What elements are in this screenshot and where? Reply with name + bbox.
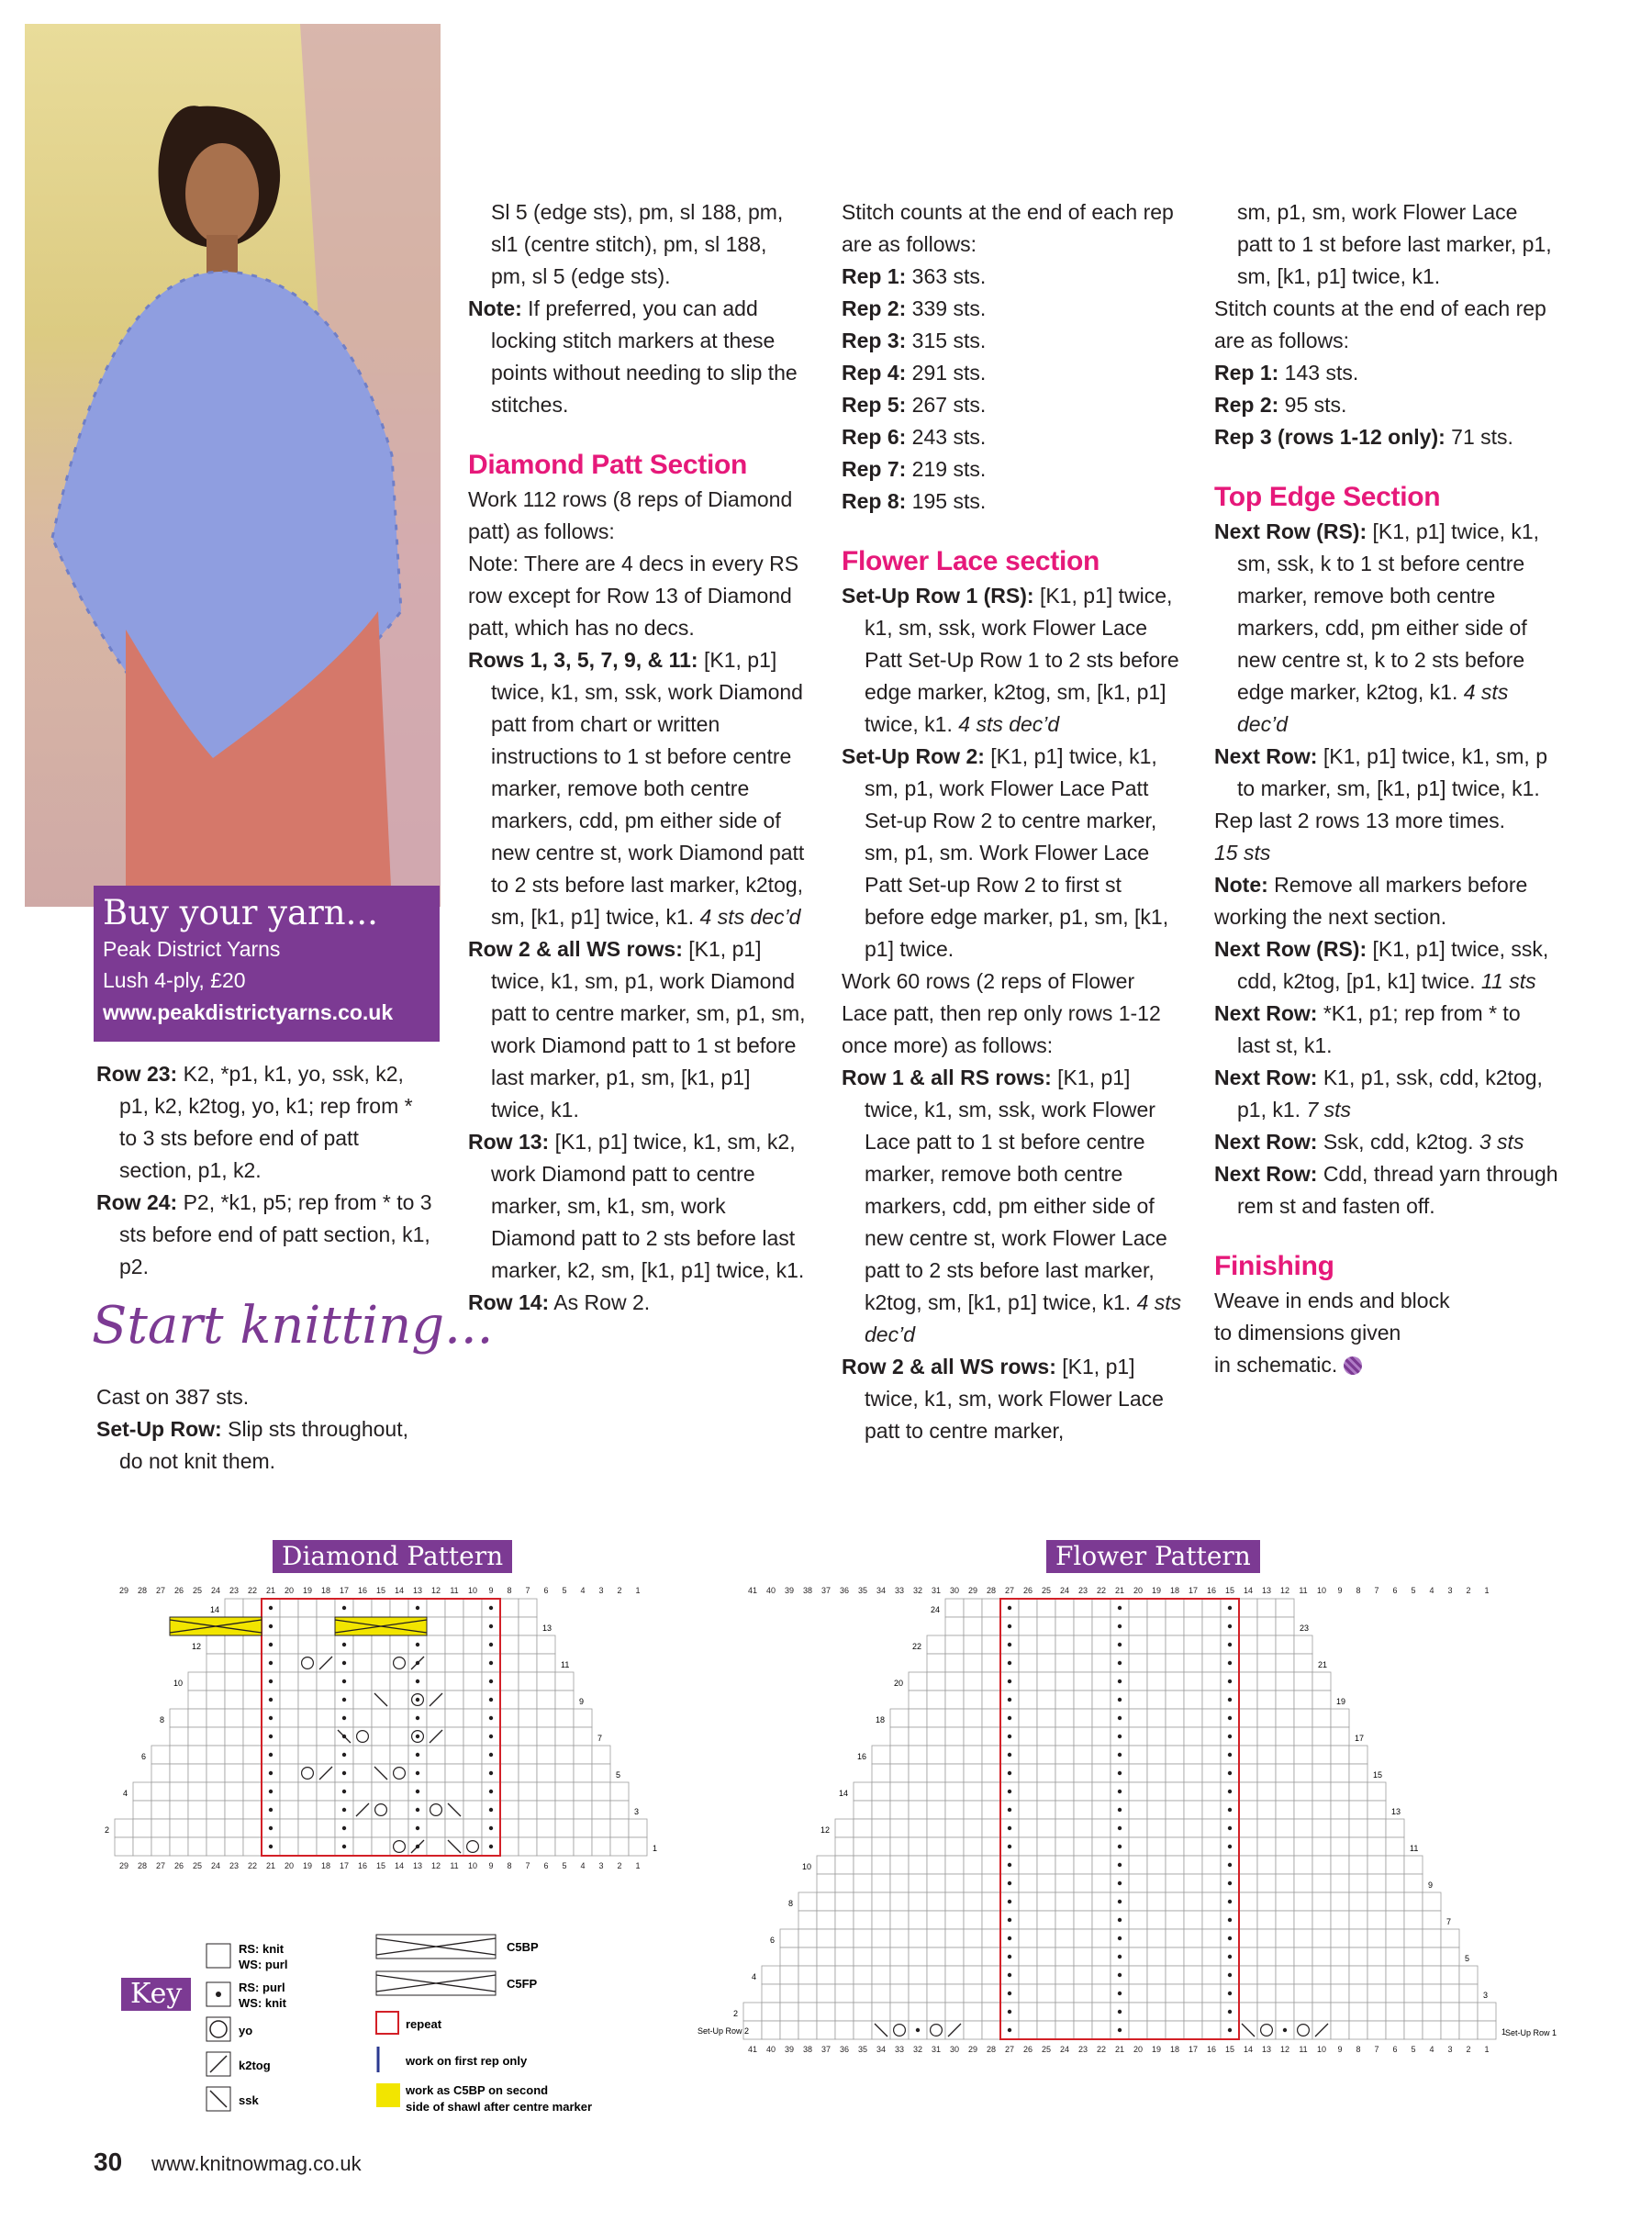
cast-on: Cast on 387 sts.	[96, 1385, 250, 1409]
yarn-ball-icon	[1344, 1356, 1362, 1375]
rep-last-count: 15 sts	[1214, 841, 1271, 865]
svg-text:21: 21	[1114, 1586, 1125, 1595]
buy-yarn-box	[94, 886, 440, 1042]
svg-text:4: 4	[580, 1861, 586, 1870]
svg-text:1: 1	[1501, 2027, 1507, 2037]
setup-row1-label: Set-Up Row 1	[1505, 2028, 1557, 2037]
svg-text:7: 7	[597, 1734, 603, 1743]
svg-text:9: 9	[488, 1861, 494, 1870]
key-purl-dot	[216, 1992, 221, 1997]
svg-text:26: 26	[173, 1861, 184, 1870]
svg-text:12: 12	[1279, 2045, 1290, 2054]
flower-section-heading: Flower Lace section	[842, 546, 1100, 576]
page-number: 30	[94, 2148, 123, 2176]
diamond-cable-1	[170, 1617, 262, 1635]
svg-text:27: 27	[155, 1586, 166, 1595]
svg-text:20: 20	[284, 1861, 295, 1870]
column-1-bottom	[96, 1381, 436, 1478]
rep-count-7: Rep 7: 219 sts.	[842, 457, 987, 481]
svg-text:1: 1	[1484, 1586, 1490, 1595]
finishing-heading: Finishing	[1214, 1251, 1334, 1281]
svg-text:33: 33	[894, 1586, 905, 1595]
svg-text:2: 2	[617, 1586, 622, 1595]
svg-text:18: 18	[875, 1715, 885, 1724]
svg-text:21: 21	[265, 1861, 276, 1870]
svg-text:23: 23	[1077, 2045, 1088, 2054]
svg-text:12: 12	[820, 1825, 830, 1835]
svg-text:21: 21	[1114, 2045, 1125, 2054]
svg-text:29: 29	[118, 1586, 129, 1595]
svg-text:17: 17	[1188, 2045, 1199, 2054]
svg-text:3: 3	[1447, 2045, 1453, 2054]
svg-text:27: 27	[155, 1861, 166, 1870]
svg-text:24: 24	[210, 1861, 221, 1870]
svg-text:20: 20	[1133, 2045, 1144, 2054]
svg-text:31: 31	[931, 2045, 942, 2054]
svg-text:12: 12	[430, 1586, 441, 1595]
svg-text:4: 4	[122, 1789, 128, 1798]
svg-text:24: 24	[930, 1605, 940, 1614]
svg-text:27: 27	[1004, 1586, 1015, 1595]
svg-text:2: 2	[1466, 1586, 1471, 1595]
svg-text:1: 1	[1484, 2045, 1490, 2054]
svg-text:14: 14	[838, 1789, 848, 1798]
svg-text:14: 14	[394, 1861, 405, 1870]
svg-text:16: 16	[1206, 2045, 1217, 2054]
svg-text:15: 15	[375, 1861, 386, 1870]
next-row-4: Next Row: *K1, p1; rep from * to last st, k1.	[1214, 1001, 1521, 1057]
svg-text:5: 5	[1411, 2045, 1416, 2054]
svg-text:23: 23	[1077, 1586, 1088, 1595]
flower-chart	[679, 1579, 1597, 2120]
svg-text:37: 37	[820, 2045, 832, 2054]
rows-odd-instruction: Rows 1, 3, 5, 7, 9, & 11: [K1, p1] twice, k1, sm, ssk, work Diamond patt from chart or written instructions to 1 st before centre marker, remove both centre markers, cdd, pm either side of new centre st, work Diamond patt to 2 sts before last marker, k2tog, sm, [k1, p1] twice, k1. 4 sts dec’d	[468, 648, 805, 929]
svg-text:2: 2	[617, 1861, 622, 1870]
svg-text:22: 22	[1096, 1586, 1107, 1595]
svg-text:31: 31	[931, 1586, 942, 1595]
svg-text:6: 6	[543, 1586, 549, 1595]
svg-text:18: 18	[320, 1861, 331, 1870]
model-illustration	[25, 24, 441, 907]
diamond-top-numbers	[119, 1586, 641, 1595]
footer-url[interactable]: www.knitnowmag.co.uk	[151, 2152, 362, 2175]
svg-text:8: 8	[507, 1586, 512, 1595]
diamond-section-heading: Diamond Patt Section	[468, 450, 748, 480]
svg-text:3: 3	[1483, 1991, 1489, 2000]
key-rs-purl: RS: purl	[239, 1981, 285, 1994]
svg-text:14: 14	[209, 1605, 219, 1614]
svg-text:6: 6	[1392, 1586, 1398, 1595]
yarn-supplier: Peak District Yarns	[103, 937, 281, 961]
svg-text:21: 21	[1318, 1660, 1328, 1669]
svg-text:26: 26	[1022, 1586, 1033, 1595]
svg-text:29: 29	[118, 1861, 129, 1870]
svg-text:28: 28	[137, 1586, 148, 1595]
svg-text:22: 22	[247, 1586, 258, 1595]
svg-text:4: 4	[1429, 1586, 1434, 1595]
svg-text:14: 14	[1243, 2045, 1254, 2054]
svg-text:16: 16	[357, 1861, 368, 1870]
svg-text:36: 36	[839, 1586, 850, 1595]
column-2	[468, 196, 808, 1319]
next-row-2: Next Row: [K1, p1] twice, k1, sm, p to marker, sm, [k1, p1] twice, k1.	[1214, 744, 1547, 800]
svg-text:14: 14	[1243, 1586, 1254, 1595]
row13-instruction: Row 13: [K1, p1] twice, k1, sm, k2, work Diamond patt to centre marker, sm, k1, sm, work Diamond patt to 2 sts before last marker, k2, sm, [k1, p1] twice, k1.	[468, 1130, 805, 1282]
svg-text:17: 17	[339, 1861, 350, 1870]
svg-text:15: 15	[1224, 1586, 1235, 1595]
key-knit-swatch	[206, 1944, 230, 1968]
key-yellow-2: side of shawl after centre marker	[406, 2100, 593, 2114]
ws-rows-instruction: Row 2 & all WS rows: [K1, p1] twice, k1, sm, work Flower Lace patt to centre marker,	[842, 1355, 1164, 1443]
setup-row: Set-Up Row: Slip sts throughout, do not knit them.	[96, 1417, 409, 1473]
yarn-url-link[interactable]: www.peakdistrictyarns.co.uk	[103, 1000, 394, 1024]
svg-text:24: 24	[210, 1586, 221, 1595]
svg-text:10: 10	[801, 1862, 811, 1871]
svg-text:18: 18	[320, 1586, 331, 1595]
next-row-5: Next Row: K1, p1, ssk, cdd, k2tog, p1, k1. 7 sts	[1214, 1066, 1543, 1122]
svg-text:37: 37	[820, 1586, 832, 1595]
svg-text:21: 21	[265, 1586, 276, 1595]
next-row-6: Next Row: Ssk, cdd, k2tog. 3 sts	[1214, 1130, 1524, 1154]
svg-text:12: 12	[191, 1642, 201, 1651]
top-edge-heading: Top Edge Section	[1214, 482, 1441, 512]
svg-text:40: 40	[765, 2045, 776, 2054]
key-rs-knit: RS: knit	[239, 1942, 285, 1956]
key-title: Key	[121, 1978, 191, 2011]
svg-text:9: 9	[1337, 1586, 1343, 1595]
svg-text:2: 2	[104, 1825, 109, 1835]
svg-text:6: 6	[1392, 2045, 1398, 2054]
svg-text:30: 30	[949, 1586, 960, 1595]
flower-rep-count-3: Rep 3 (rows 1-12 only): 71 sts.	[1214, 425, 1513, 449]
svg-text:3: 3	[598, 1861, 604, 1870]
svg-text:33: 33	[894, 2045, 905, 2054]
key-yellow-swatch	[376, 2083, 400, 2107]
flower-grid	[733, 1599, 1506, 2039]
svg-text:8: 8	[159, 1715, 164, 1724]
svg-text:6: 6	[543, 1861, 549, 1870]
key-c5fp: C5FP	[507, 1977, 538, 1991]
svg-text:8: 8	[507, 1861, 512, 1870]
buy-yarn-title: Buy your yarn...	[103, 893, 378, 932]
slip-instruction: Sl 5 (edge sts), pm, sl 188, pm, sl1 (centre stitch), pm, sl 188, pm, sl 5 (edge sts).	[491, 200, 784, 288]
rep-count-2: Rep 2: 339 sts.	[842, 296, 987, 320]
svg-text:4: 4	[751, 1972, 756, 1981]
svg-text:3: 3	[634, 1807, 640, 1816]
flower-bottom-numbers	[748, 2045, 1490, 2054]
key-ssk: ssk	[239, 2093, 259, 2107]
svg-text:41: 41	[747, 2045, 758, 2054]
flower-rep-count-2: Rep 2: 95 sts.	[1214, 393, 1347, 417]
diamond-bottom-numbers	[119, 1861, 641, 1870]
svg-text:28: 28	[986, 2045, 997, 2054]
svg-text:40: 40	[765, 1586, 776, 1595]
counts-intro: Stitch counts at the end of each rep are as follows:	[842, 200, 1174, 256]
svg-text:8: 8	[1356, 2045, 1361, 2054]
svg-text:11: 11	[450, 1861, 459, 1870]
flower-rep-count-1: Rep 1: 143 sts.	[1214, 361, 1359, 385]
work60-instruction: Work 60 rows (2 reps of Flower Lace patt, then rep only rows 1-12 once more) as follows:	[842, 969, 1161, 1057]
svg-text:5: 5	[562, 1586, 567, 1595]
svg-text:6: 6	[769, 1936, 775, 1945]
svg-text:35: 35	[857, 2045, 868, 2054]
setup-row2-label: Set-Up Row 2	[698, 2026, 750, 2036]
key-repeat: repeat	[406, 2017, 442, 2031]
finishing-line-2: to dimensions given	[1214, 1321, 1401, 1345]
svg-text:8: 8	[787, 1899, 793, 1908]
svg-text:11: 11	[450, 1586, 459, 1595]
svg-text:5: 5	[562, 1861, 567, 1870]
row24-instruction: Row 24: P2, *k1, p5; rep from * to 3 sts before end of patt section, k1, p2.	[96, 1190, 432, 1278]
rep-count-1: Rep 1: 363 sts.	[842, 264, 987, 288]
finishing-line-1: Weave in ends and block	[1214, 1289, 1450, 1312]
svg-text:41: 41	[747, 1586, 758, 1595]
svg-text:15: 15	[1373, 1770, 1383, 1780]
svg-text:7: 7	[525, 1861, 530, 1870]
row14-instruction: Row 14: As Row 2.	[468, 1290, 651, 1314]
svg-text:9: 9	[579, 1697, 585, 1706]
svg-text:1: 1	[635, 1586, 641, 1595]
finishing-line-3: in schematic.	[1214, 1349, 1558, 1381]
svg-text:25: 25	[192, 1586, 203, 1595]
svg-text:28: 28	[137, 1861, 148, 1870]
diamond-intro: Work 112 rows (8 reps of Diamond patt) as follows:	[468, 487, 793, 543]
svg-text:1: 1	[653, 1844, 658, 1853]
svg-text:3: 3	[1447, 1586, 1453, 1595]
svg-text:22: 22	[1096, 2045, 1107, 2054]
svg-text:38: 38	[802, 1586, 813, 1595]
note-remove-markers: Note: Remove all markers before working the next section.	[1214, 873, 1528, 929]
svg-text:20: 20	[893, 1679, 903, 1688]
rs-rows-instruction: Row 1 & all RS rows: [K1, p1] twice, k1, sm, ssk, work Flower Lace patt to 1 st before centre marker, remove both centre markers, cdd, pm either side of new centre st, work Flower Lace patt to 2 sts before last marker, k2tog, sm, [k1, p1] twice, k1. 4 sts dec’d	[842, 1066, 1182, 1346]
setup-row1-instruction: Set-Up Row 1 (RS): [K1, p1] twice, k1, sm, ssk, work Flower Lace Patt Set-Up Row 1 to 2 sts before edge marker, k2tog, sm, [k1, p1] twice, k1. 4 sts dec’d	[842, 584, 1179, 736]
diamond-grid	[105, 1599, 657, 1856]
svg-text:20: 20	[284, 1586, 295, 1595]
svg-text:11: 11	[1410, 1844, 1419, 1853]
svg-text:17: 17	[1355, 1734, 1365, 1743]
svg-text:13: 13	[412, 1861, 423, 1870]
svg-text:12: 12	[1279, 1586, 1290, 1595]
svg-text:27: 27	[1004, 2045, 1015, 2054]
svg-text:7: 7	[1446, 1917, 1452, 1926]
note-markers: Note: If preferred, you can add locking stitch markers at these points without needing to slip the stitches.	[468, 296, 798, 417]
svg-text:38: 38	[802, 2045, 813, 2054]
svg-text:26: 26	[173, 1586, 184, 1595]
svg-text:18: 18	[1169, 2045, 1180, 2054]
svg-text:35: 35	[857, 1586, 868, 1595]
rep-count-3: Rep 3: 315 sts.	[842, 329, 987, 352]
svg-text:19: 19	[1151, 2045, 1162, 2054]
svg-text:7: 7	[1374, 1586, 1379, 1595]
svg-text:7: 7	[1374, 2045, 1379, 2054]
next-row-7: Next Row: Cdd, thread yarn through rem st and fasten off.	[1214, 1162, 1558, 1218]
svg-text:3: 3	[598, 1586, 604, 1595]
rep-count-5: Rep 5: 267 sts.	[842, 393, 987, 417]
yarn-product: Lush 4-ply, £20	[103, 968, 246, 992]
ws-rows-continued: sm, p1, sm, work Flower Lace patt to 1 st before last marker, p1, sm, [k1, p1] twice, k1.	[1237, 200, 1552, 288]
svg-text:19: 19	[302, 1586, 313, 1595]
setup-row2-instruction: Set-Up Row 2: [K1, p1] twice, k1, sm, p1, work Flower Lace Patt Set-up Row 2 to centre marker, sm, p1, sm. Work Flower Lace Patt Set-up Row 2 to first st before edge marker, p1, sm, [k1, p1] twice.	[842, 744, 1169, 961]
svg-text:22: 22	[911, 1642, 921, 1651]
rep-count-8: Rep 8: 195 sts.	[842, 489, 987, 513]
row23-instruction: Row 23: K2, *p1, k1, yo, ssk, k2, p1, k2, k2tog, yo, k1; rep from * to 3 sts before end of patt section, p1, k2.	[96, 1062, 413, 1182]
start-knitting-heading: Start knitting...	[92, 1296, 494, 1356]
column-4	[1214, 196, 1558, 1381]
svg-text:32: 32	[912, 2045, 923, 2054]
svg-text:10: 10	[1316, 1586, 1327, 1595]
svg-text:5: 5	[1465, 1954, 1470, 1963]
svg-text:6: 6	[140, 1752, 146, 1761]
svg-text:34: 34	[876, 1586, 887, 1595]
svg-text:17: 17	[1188, 1586, 1199, 1595]
next-row-rs-3: Next Row (RS): [K1, p1] twice, ssk, cdd, k2tog, [p1, k1] twice. 11 sts	[1214, 937, 1549, 993]
svg-text:34: 34	[876, 2045, 887, 2054]
svg-text:24: 24	[1059, 2045, 1070, 2054]
svg-text:4: 4	[1429, 2045, 1434, 2054]
svg-text:16: 16	[856, 1752, 866, 1761]
rep-count-6: Rep 6: 243 sts.	[842, 425, 987, 449]
svg-text:9: 9	[1337, 2045, 1343, 2054]
key-first-rep: work on first rep only	[406, 2054, 528, 2068]
svg-text:39: 39	[784, 2045, 795, 2054]
diamond-cable-2	[335, 1617, 427, 1635]
svg-text:11: 11	[561, 1660, 570, 1669]
svg-text:13: 13	[412, 1586, 423, 1595]
svg-text:29: 29	[967, 2045, 978, 2054]
svg-text:36: 36	[839, 2045, 850, 2054]
svg-text:25: 25	[1041, 1586, 1052, 1595]
key-yellow-1: work as C5BP on second	[406, 2083, 549, 2097]
diamond-chart	[101, 1579, 670, 1881]
svg-text:39: 39	[784, 1586, 795, 1595]
counts-intro-2: Stitch counts at the end of each rep are as follows:	[1214, 296, 1546, 352]
svg-text:10: 10	[173, 1679, 183, 1688]
svg-text:30: 30	[949, 2045, 960, 2054]
svg-text:25: 25	[1041, 2045, 1052, 2054]
row2-ws-instruction: Row 2 & all WS rows: [K1, p1] twice, k1, sm, p1, work Diamond patt to centre marker, sm, p1, sm, work Diamond patt to 1 st before last marker, p1, sm, [k1, p1] twice, k1.	[468, 937, 806, 1122]
key-repeat-swatch	[376, 2012, 398, 2034]
column-1	[96, 1058, 436, 1283]
svg-text:16: 16	[357, 1586, 368, 1595]
column-3	[842, 196, 1186, 1447]
svg-text:22: 22	[247, 1861, 258, 1870]
key-k2tog: k2tog	[239, 2059, 271, 2072]
diamond-chart-title: Diamond Pattern	[273, 1540, 512, 1573]
svg-text:11: 11	[1299, 2045, 1308, 2054]
svg-text:19: 19	[1336, 1697, 1346, 1706]
svg-text:10: 10	[1316, 2045, 1327, 2054]
next-row-rs-1: Next Row (RS): [K1, p1] twice, k1, sm, ssk, k to 1 st before centre marker, remove both centre markers, cdd, pm either side of new centre st, k to 2 sts before edge marker, k2tog, k1. 4 sts dec’d	[1214, 519, 1540, 736]
key-yo: yo	[239, 2024, 253, 2037]
rep-last-rows: Rep last 2 rows 13 more times.	[1214, 809, 1506, 832]
svg-text:2: 2	[1466, 2045, 1471, 2054]
svg-text:5: 5	[1411, 1586, 1416, 1595]
svg-text:9: 9	[488, 1586, 494, 1595]
svg-text:2: 2	[732, 2009, 738, 2018]
svg-text:4: 4	[580, 1586, 586, 1595]
svg-text:23: 23	[229, 1861, 240, 1870]
svg-text:16: 16	[1206, 1586, 1217, 1595]
svg-text:12: 12	[430, 1861, 441, 1870]
flower-top-numbers	[748, 1586, 1490, 1595]
svg-text:8: 8	[1356, 1586, 1361, 1595]
svg-text:10: 10	[467, 1586, 478, 1595]
svg-text:19: 19	[302, 1861, 313, 1870]
svg-text:13: 13	[1391, 1807, 1401, 1816]
svg-text:11: 11	[1299, 1586, 1308, 1595]
diamond-note: Note: There are 4 decs in every RS row except for Row 13 of Diamond patt, which has no decs.	[468, 552, 799, 640]
svg-text:15: 15	[375, 1586, 386, 1595]
model-photo	[25, 24, 441, 907]
svg-text:23: 23	[1300, 1624, 1310, 1633]
svg-text:24: 24	[1059, 1586, 1070, 1595]
svg-text:5: 5	[616, 1770, 621, 1780]
svg-text:23: 23	[229, 1586, 240, 1595]
svg-text:19: 19	[1151, 1586, 1162, 1595]
chart-key	[202, 1927, 642, 2148]
svg-text:28: 28	[986, 1586, 997, 1595]
key-c5bp: C5BP	[507, 1940, 539, 1954]
svg-text:13: 13	[1261, 1586, 1272, 1595]
svg-text:10: 10	[467, 1861, 478, 1870]
svg-text:7: 7	[525, 1586, 530, 1595]
flower-chart-title: Flower Pattern	[1046, 1540, 1260, 1573]
svg-text:15: 15	[1224, 2045, 1235, 2054]
svg-text:20: 20	[1133, 1586, 1144, 1595]
svg-text:32: 32	[912, 1586, 923, 1595]
svg-text:17: 17	[339, 1586, 350, 1595]
svg-text:14: 14	[394, 1586, 405, 1595]
key-ws-knit: WS: knit	[239, 1996, 286, 2010]
svg-text:13: 13	[542, 1624, 553, 1633]
svg-text:25: 25	[192, 1861, 203, 1870]
svg-text:29: 29	[967, 1586, 978, 1595]
key-ws-purl: WS: purl	[239, 1958, 288, 1971]
svg-text:1: 1	[635, 1861, 641, 1870]
rep-count-4: Rep 4: 291 sts.	[842, 361, 987, 385]
svg-text:18: 18	[1169, 1586, 1180, 1595]
svg-text:26: 26	[1022, 2045, 1033, 2054]
svg-text:9: 9	[1428, 1880, 1434, 1890]
svg-text:13: 13	[1261, 2045, 1272, 2054]
